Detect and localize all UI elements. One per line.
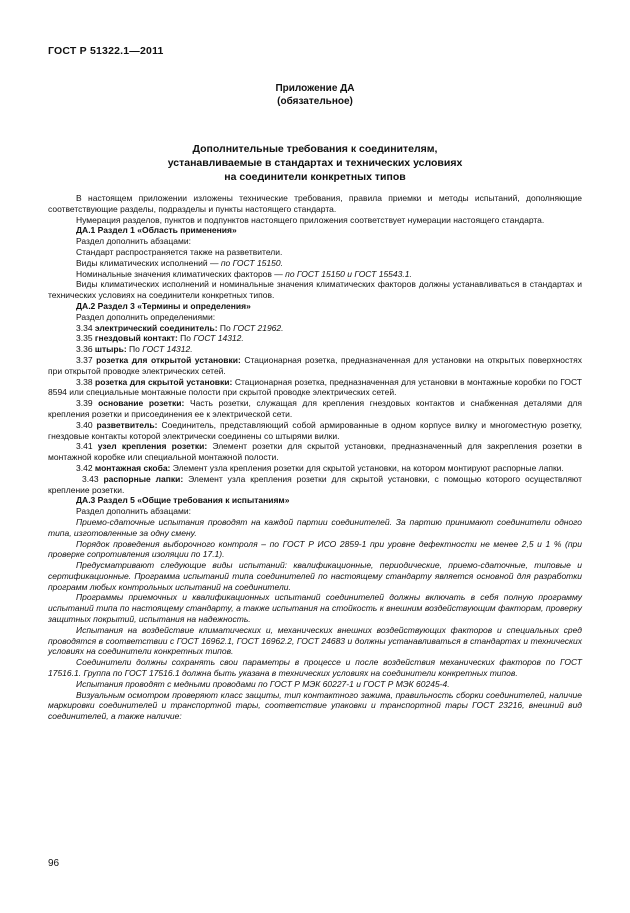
paragraph (48, 225, 582, 236)
paragraph-text: ДА.2 Раздел 3 «Термины и определения» (76, 300, 251, 311)
paragraph-text: Нумерация разделов, пунктов и подпунктов настоящего приложения соответствует нумерации настоящего стандарта. (76, 214, 545, 225)
title-line: на соединители конкретных типов (224, 171, 406, 183)
paragraph-text: Раздел дополнить абзацами: (76, 236, 191, 247)
paragraph (48, 247, 582, 258)
paragraph (48, 377, 582, 399)
paragraph (48, 193, 582, 215)
paragraph-text: ДА.3 Раздел 5 «Общие требования к испытаниям» (76, 495, 290, 506)
paragraph (48, 236, 582, 247)
document-body (48, 193, 582, 722)
paragraph-text: Элемент розетки для скрытой установки, предназначенный для закрепления розетки в монтажной коробке или специальной монтажной полости. (48, 441, 583, 463)
paragraph (48, 420, 582, 442)
paragraph (48, 517, 582, 539)
definition-term: розетка для открытой установки: (96, 354, 241, 365)
clause-number: 3.37 (76, 354, 97, 365)
paragraph (48, 657, 582, 679)
clause-number: 3.40 (76, 419, 97, 430)
paragraph-text: Виды климатических исполнений и номинальные значения климатических факторов должны устанавливаться в стандартах и технических условиях на соединители конкретных типов. (48, 279, 582, 301)
paragraph (48, 312, 582, 323)
definition-term: монтажная скоба: (94, 462, 171, 473)
appendix-heading (48, 82, 582, 108)
paragraph-text: Предусматривают следующие виды испытаний: квалификационные, периодические, приемо-сдаточные, типовые и сертификационные. Программа испытаний типа соединителей по настоящему стандарту является основной для разработки программ любых контрольных испытаний на соединители. (48, 560, 582, 592)
definition-term: разветвитель: (96, 419, 158, 430)
clause-number: 3.41 (76, 441, 98, 452)
paragraph (48, 269, 582, 280)
title-line: устанавливаемые в стандартах и технических условиях (167, 157, 463, 169)
paragraph-text: ДА.1 Раздел 1 «Область применения» (76, 225, 237, 236)
paragraph (48, 333, 582, 344)
paragraph (48, 560, 582, 592)
paragraph-text: ГОСТ 21962. (233, 322, 284, 333)
paragraph (48, 690, 582, 722)
clause-number: 3.35 (76, 333, 95, 344)
clause-number: 3.42 (76, 462, 95, 473)
paragraph (48, 463, 582, 474)
definition-term: распорные лапки: (103, 473, 184, 484)
paragraph-text: по ГОСТ 15150. (220, 257, 283, 268)
paragraph (48, 539, 582, 561)
paragraph-text: Испытания на воздействие климатических и, механических внешних воздействующих факторов и специальных сред проводятся в соответствии с ГОСТ 16962.1, ГОСТ 16962.2, ГОСТ 24683 и должны устанавливаться в стандартах и технических условиях на соединители конкретных типов. (48, 624, 582, 657)
paragraph (48, 344, 582, 355)
definition-term: узел крепления розетки: (97, 441, 208, 452)
definition-term: гнездовый контакт: (94, 333, 178, 344)
paragraph (48, 323, 582, 334)
title-line: Дополнительные требования к соединителям, (192, 143, 438, 155)
paragraph-text: ГОСТ 14312. (142, 344, 193, 355)
paragraph-text: По (217, 322, 234, 333)
clause-number: 3.38 (76, 376, 96, 387)
paragraph (48, 258, 582, 269)
paragraph (48, 398, 582, 420)
paragraph-text: Испытания проводят с медными проводами по ГОСТ Р МЭК 60227-1 и ГОСТ Р МЭК 60245-4. (76, 678, 450, 689)
paragraph (48, 474, 582, 496)
definition-term: электрический соединитель: (94, 322, 218, 333)
paragraph-text: Программы приемочных и квалификационных испытаний соединителей должны включать в себя полную программу испытаний типа по настоящему стандарту, а также испытания на стойкость к внешним воздействующим факторам, проверку защитных покрытий, испытания на надежность. (48, 592, 582, 625)
paragraph (48, 355, 582, 377)
paragraph-text: Соединитель, представляющий собой армированные в одном корпусе вилку и многоместную розетку, гнездовые контакты которой электрически соединены со штырями вилки. (48, 419, 582, 441)
paragraph-text: по ГОСТ 15150 и ГОСТ 15543.1. (285, 268, 412, 279)
paragraph-text: Раздел дополнить определениями: (76, 311, 216, 322)
paragraph-text: Номинальные значения климатических факторов — (76, 268, 286, 279)
paragraph (48, 441, 582, 463)
paragraph-text: Порядок проведения выборочного контроля – по ГОСТ Р ИСО 2859-1 при уровне дефектности не менее 2,5 и 1 % (при проверке сопротивления изоляции по 17.1). (48, 538, 582, 560)
paragraph-text: Элемент узла крепления розетки для скрытой установки, на котором монтируют распорные лапки. (170, 462, 564, 473)
clause-number: 3.43 (82, 473, 104, 484)
paragraph-text: По (126, 344, 143, 355)
section-title (48, 142, 582, 184)
paragraph (48, 301, 582, 312)
paragraph (48, 625, 582, 657)
paragraph (48, 495, 582, 506)
page-number: 96 (48, 858, 60, 869)
paragraph-text: По (177, 333, 194, 344)
paragraph-text: Стационарная розетка, предназначенная для установки в монтажные коробки по ГОСТ 8594 или специальные монтажные полости при скрытой проводке электрических сетей. (48, 376, 582, 398)
paragraph (48, 506, 582, 517)
paragraph-text: В настоящем приложении изложены технические требования, правила приемки и методы испытаний, дополняющие соответствующие разделы, подразделы и пункты настоящего стандарта. (48, 193, 582, 214)
definition-term: штырь: (94, 344, 127, 355)
appendix-status: (обязательное) (277, 96, 353, 107)
paragraph-text: Приемо-сдаточные испытания проводят на каждой партии соединителей. За партию принимают соединители одного типа, изготовленные за одну смену. (48, 516, 582, 538)
clause-number: 3.36 (76, 344, 95, 355)
document-header: ГОСТ Р 51322.1—2011 (48, 45, 164, 57)
paragraph (48, 215, 582, 226)
paragraph-text: Соединители должны сохранять свои параметры в процессе и после воздействия механических факторов по ГОСТ 17516.1. Группа по ГОСТ 17516.1 должна быть указана в технических условиях на соединители конкретных типов. (48, 657, 582, 679)
paragraph (48, 679, 582, 690)
paragraph-text: Элемент узла крепления розетки для скрытой установки, с помощью которого осуществляют крепление розетки. (48, 473, 583, 495)
paragraph (48, 592, 582, 624)
clause-number: 3.39 (76, 398, 99, 409)
paragraph-text: Визуальным осмотром проверяют класс защиты, тип контактного зажима, правильность сборки соединителей, наличие маркировки соединителей и транспортной тары, соответствие упаковки и транспортной тары ГОСТ 23216, внешний вид соединителей, а также наличие: (48, 689, 582, 722)
paragraph (48, 279, 582, 301)
definition-term: розетка для скрытой установки: (95, 376, 233, 387)
paragraph-text: Часть розетки, служащая для крепления гнездовых контактов и снабженная деталями для крепления розетки и присоединения ее к электрической сети. (48, 398, 582, 419)
paragraph-text: Стационарная розетка, предназначенная для установки на открытых поверхностях при открытой проводке электрических сетей. (48, 354, 583, 376)
clause-number: 3.34 (76, 322, 95, 333)
paragraph-text: ГОСТ 14312. (193, 333, 244, 344)
paragraph-text: Раздел дополнить абзацами: (76, 506, 191, 517)
paragraph-text: Виды климатических исполнений — (76, 257, 221, 268)
definition-term: основание розетки: (98, 398, 185, 409)
paragraph-text: Стандарт распространяется также на разветвители. (76, 246, 283, 257)
appendix-title: Приложение ДА (275, 83, 355, 94)
